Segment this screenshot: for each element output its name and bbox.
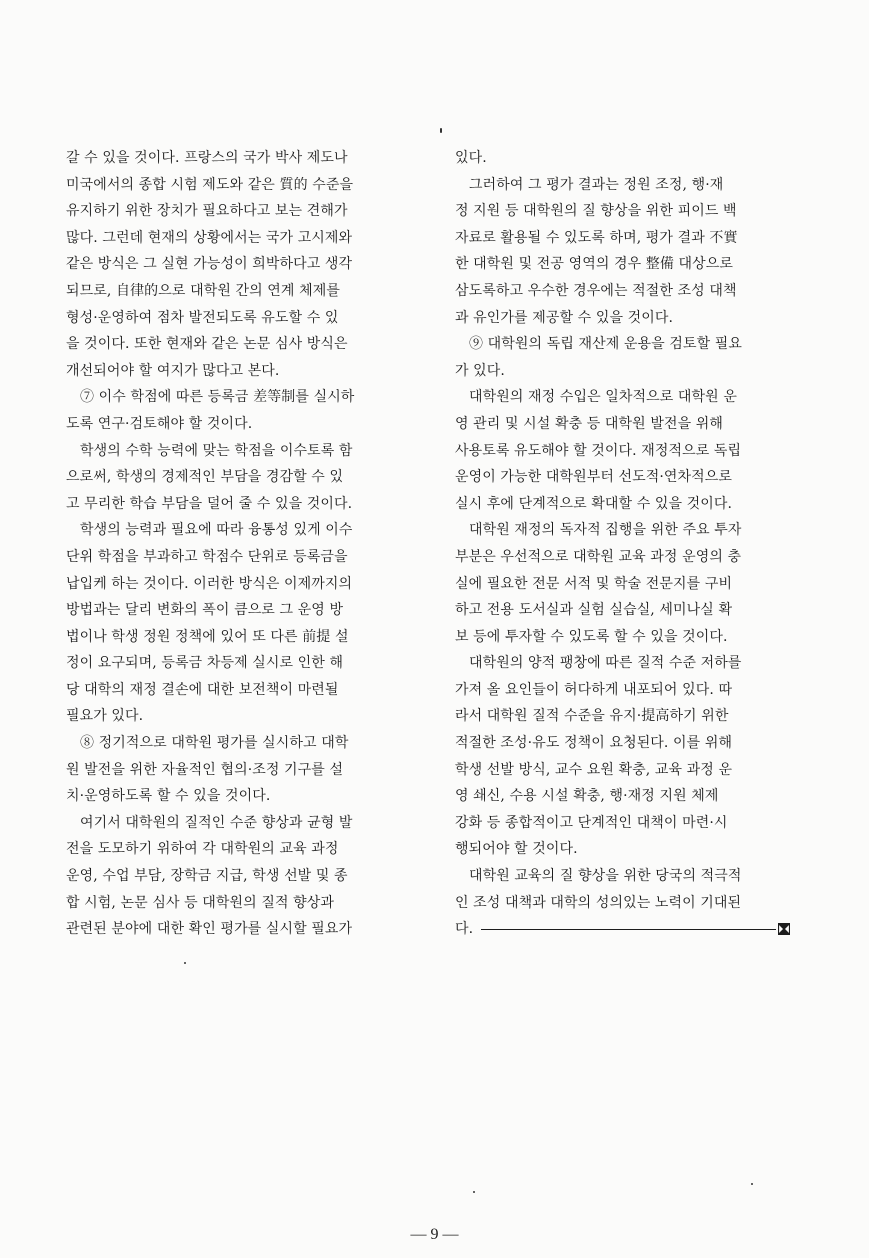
text-line: 삼도록하고 우수한 경우에는 적절한 조성 대책 xyxy=(455,282,737,299)
text-line: 합 시험, 논문 심사 등 대학원의 질적 향상과 xyxy=(66,894,335,911)
text-line: 가 있다. xyxy=(455,362,505,379)
text-line: 영 관리 및 시설 확충 등 대학원 발전을 위해 xyxy=(455,415,724,432)
left-column xyxy=(66,145,422,943)
text-line: 도록 연구·검토해야 할 것이다. xyxy=(66,415,253,432)
text-line: 그러하여 그 평가 결과는 정원 조정, 행·재 xyxy=(469,176,724,193)
text-line: 같은 방식은 그 실현 가능성이 희박하다고 생각 xyxy=(66,256,353,273)
end-mark-icon xyxy=(778,923,790,935)
text-line: 치·운영하도록 할 수 있을 것이다. xyxy=(66,788,271,805)
text-line: 한 대학원 및 전공 영역의 경우 整備 대상으로 xyxy=(455,256,734,273)
scan-speck xyxy=(440,128,442,133)
text-line: 학생 선발 방식, 교수 요원 확충, 교육 과정 운 xyxy=(455,761,733,778)
text-line: 자료로 활용될 수 있도록 하며, 평가 결과 不實 xyxy=(455,229,738,246)
text-line: 개선되어야 할 여지가 많다고 본다. xyxy=(66,362,280,379)
text-line: 운영이 가능한 대학원부터 선도적·연차적으로 xyxy=(455,469,733,486)
text-line: 으로써, 학생의 경제적인 부담을 경감할 수 있 xyxy=(66,469,344,486)
text-line: 관련된 분야에 대한 확인 평가를 실시할 필요가 xyxy=(66,921,353,938)
text-line: 인 조성 대책과 대학의 성의있는 노력이 기대된 xyxy=(455,894,742,911)
scan-speck xyxy=(184,962,186,964)
text-line: 전을 도모하기 위하여 각 대학원의 교육 과정 xyxy=(66,841,339,858)
text-line: 대학원 재정의 독자적 집행을 위한 주요 투자 xyxy=(469,522,742,539)
scan-speck xyxy=(473,1191,475,1193)
section-heading-7: ⑦ 이수 학점에 따른 등록금 差等制를 실시하 xyxy=(80,389,355,406)
text-line: 부분은 우선적으로 대학원 교육 과정 운영의 충 xyxy=(455,548,742,565)
section-heading-9: ⑨ 대학원의 독립 재산제 운용을 검토할 필요 xyxy=(469,336,743,353)
text-line: 실에 필요한 전문 서적 및 학술 전문지를 구비 xyxy=(455,575,733,592)
end-rule xyxy=(481,929,776,930)
text-line: 여기서 대학원의 질적인 수준 향상과 균형 발 xyxy=(80,814,353,831)
text-line: 대학원 교육의 질 향상을 위한 당국의 적극적 xyxy=(469,868,742,885)
closing-text: 다. xyxy=(455,921,474,938)
text-line: 형성·운영하여 점차 발전되도록 유도할 수 있 xyxy=(66,309,339,326)
text-line: 적절한 조성·유도 정책이 요청된다. 이를 위해 xyxy=(455,735,733,752)
text-line: 운영, 수업 부담, 장학금 지급, 학생 선발 및 종 xyxy=(66,868,348,885)
text-line: 당 대학의 재정 결손에 대한 보전책이 마련될 xyxy=(66,681,339,698)
text-line: 되므로, 自律的으로 대학원 간의 연계 체제를 xyxy=(66,282,340,299)
text-line: 강화 등 종합적이고 단계적인 대책이 마련·시 xyxy=(455,814,728,831)
text-line: 필요가 있다. xyxy=(66,708,144,725)
text-line: 정이 요구되며, 등록금 차등제 실시로 인한 해 xyxy=(66,655,344,672)
text-line: 라서 대학원 질적 수준을 유지·提高하기 위한 xyxy=(455,708,729,725)
text-line: 대학원의 재정 수입은 일차적으로 대학원 운 xyxy=(469,389,737,406)
scan-speck xyxy=(751,1183,753,1185)
text-line: 원 발전을 위한 자율적인 협의·조정 기구를 설 xyxy=(66,761,344,778)
page-number: — 9 — xyxy=(410,1226,459,1243)
right-column xyxy=(455,145,811,943)
text-line: 하고 전용 도서실과 실험 실습실, 세미나실 확 xyxy=(455,602,733,619)
text-line: 많다. 그런데 현재의 상황에서는 국가 고시제와 xyxy=(66,229,353,246)
text-line: 학생의 능력과 필요에 따라 융통성 있게 이수 xyxy=(80,522,353,539)
text-line: 납입케 하는 것이다. 이러한 방식은 이제까지의 xyxy=(66,575,353,592)
closing-line xyxy=(455,916,811,943)
section-heading-8: ⑧ 정기적으로 대학원 평가를 실시하고 대학 xyxy=(80,735,349,752)
text-line: 행되어야 할 것이다. xyxy=(455,841,578,858)
text-line: 유지하기 위한 장치가 필요하다고 보는 견해가 xyxy=(66,203,348,220)
text-line: 방법과는 달리 변화의 폭이 큼으로 그 운영 방 xyxy=(66,602,344,619)
text-line: 사용토록 유도해야 할 것이다. 재정적으로 독립 xyxy=(455,442,742,459)
text-line: 정 지원 등 대학원의 질 향상을 위한 피이드 백 xyxy=(455,203,737,220)
text-line: 가져 올 요인들이 허다하게 내포되어 있다. 따 xyxy=(455,681,733,698)
text-line: 을 것이다. 또한 현재와 같은 논문 심사 방식은 xyxy=(66,336,348,353)
text-line: 미국에서의 종합 시험 제도와 같은 質的 수준을 xyxy=(66,176,354,193)
text-line: 과 유인가를 제공할 수 있을 것이다. xyxy=(455,309,674,326)
text-line: 학생의 수학 능력에 맞는 학점을 이수토록 함 xyxy=(80,442,353,459)
text-line: 보 등에 투자할 수 있도록 할 수 있을 것이다. xyxy=(455,628,728,645)
text-line: 법이나 학생 정원 정책에 있어 또 다른 前提 설 xyxy=(66,628,349,645)
text-line: 있다. xyxy=(455,150,487,166)
text-line: 실시 후에 단계적으로 확대할 수 있을 것이다. xyxy=(455,495,733,512)
text-line: 고 무리한 학습 부담을 덜어 줄 수 있을 것이다. xyxy=(66,495,353,512)
text-line: 대학원의 양적 팽창에 따른 질적 수준 저하를 xyxy=(469,655,742,672)
text-line: 갈 수 있을 것이다. 프랑스의 국가 박사 제도나 xyxy=(66,150,348,166)
text-line: 단위 학점을 부과하고 학점수 단위로 등록금을 xyxy=(66,548,348,565)
text-line: 영 쇄신, 수용 시설 확충, 행·재정 지원 체제 xyxy=(455,788,719,805)
